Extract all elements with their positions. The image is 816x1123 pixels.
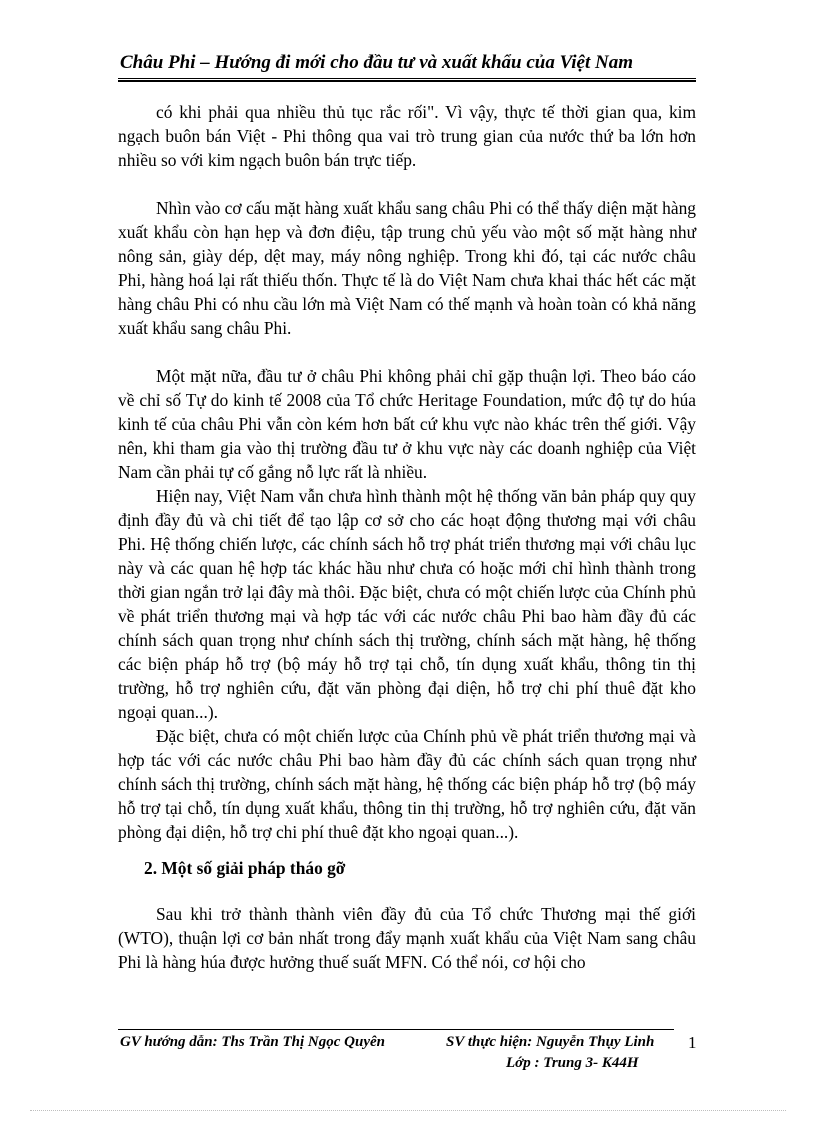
paragraph-6: Sau khi trở thành thành viên đầy đủ của Tổ chức Thương mại thế giới (WTO), thuận lợi cơ bản nhất trong đẩy mạnh xuất khẩu của Việt Nam sang châu Phi là hàng húa được hưởng thuế suất MFN. Có thể nói, cơ hội cho	[118, 904, 696, 972]
paragraph-3: Một mặt nữa, đầu tư ở châu Phi không phải chỉ gặp thuận lợi. Theo báo cáo về chỉ số Tự do kinh tế 2008 của Tổ chức Heritage Foundation, mức độ tự do húa kinh tế của châu Phi vẫn còn kém hơn bất cứ khu vực nào khác trên thế giới. Vậy nên, khi tham gia vào thị trường đầu tư ở khu vực này các doanh nghiệp của Việt Nam cần phải tự cố gắng nỗ lực rất là nhiều.	[118, 366, 696, 482]
page-bottom-edge	[30, 1110, 786, 1111]
paragraph-5: Đặc biệt, chưa có một chiến lược của Chính phủ về phát triển thương mại và hợp tác với các nước châu Phi bao hàm đầy đủ các chính sách quan trọng như chính sách thị trường, chính sách mặt hàng, hệ thống các biện pháp hỗ trợ (bộ máy hỗ trợ tại chỗ, tín dụng xuất khẩu, thông tin thị trường, hỗ trợ nghiên cứu, đặt văn phòng đại diện, hỗ trợ chi phí thuê đặt kho ngoại quan...).	[118, 726, 696, 842]
header-rule	[118, 78, 696, 82]
page-number: 1	[688, 1033, 697, 1052]
footer-advisor: GV hướng dẫn: Ths Trần Thị Ngọc Quyên	[120, 1034, 385, 1050]
paragraph-gap	[118, 172, 696, 196]
paragraph-gap	[118, 340, 696, 364]
footer-class: Lớp : Trung 3- K44H	[506, 1055, 639, 1071]
paragraph-2: Nhìn vào cơ cấu mặt hàng xuất khẩu sang châu Phi có thể thấy diện mặt hàng xuất khẩu còn hạn hẹp và đơn điệu, tập trung chủ yếu vào một số mặt hàng như nông sản, giày dép, dệt may, máy nông nghiệp. Trong khi đó, tại các nước châu Phi, hàng hoá lại rất thiếu thốn. Thực tế là do Việt Nam chưa khai thác hết các mặt hàng châu Phi có nhu cầu lớn mà Việt Nam có thế mạnh và hoàn toàn có khả năng xuất khẩu sang châu Phi.	[118, 198, 696, 338]
footer-rule	[118, 1029, 674, 1030]
paragraph-4: Hiện nay, Việt Nam vẫn chưa hình thành một hệ thống văn bản pháp quy quy định đầy đủ và chi tiết để tạo lập cơ sở cho các hoạt động thương mại với châu Phi. Hệ thống chiến lược, các chính sách hỗ trợ phát triển thương mại với châu lục này và các quan hệ hợp tác khác hầu như chưa có hoặc mới chỉ hình thành trong thời gian ngắn trở lại đây mà thôi. Đặc biệt, chưa có một chiến lược của Chính phủ về phát triển thương mại và hợp tác với các nước châu Phi bao hàm đầy đủ các chính sách quan trọng như chính sách thị trường, chính sách mặt hàng, hệ thống các biện pháp hỗ trợ (bộ máy hỗ trợ tại chỗ, tín dụng xuất khẩu, thông tin thị trường, hỗ trợ nghiên cứu, đặt văn phòng đại diện, hỗ trợ chi phí thuê đặt kho ngoại quan...).	[118, 486, 696, 722]
running-header-title: Châu Phi – Hướng đi mới cho đầu tư và xuất khẩu của Việt Nam	[120, 52, 633, 73]
footer-student: SV thực hiện: Nguyễn Thụy Linh	[446, 1034, 655, 1050]
document-body	[118, 100, 696, 974]
paragraph-1: có khi phải qua nhiều thủ tục rắc rối". Vì vậy, thực tế thời gian qua, kim ngạch buôn bán Việt - Phi thông qua vai trò trung gian của nước thứ ba lớn hơn nhiều so với kim ngạch buôn bán trực tiếp.	[118, 102, 696, 170]
section-heading: 2. Một số giải pháp tháo gỡ	[144, 858, 346, 878]
